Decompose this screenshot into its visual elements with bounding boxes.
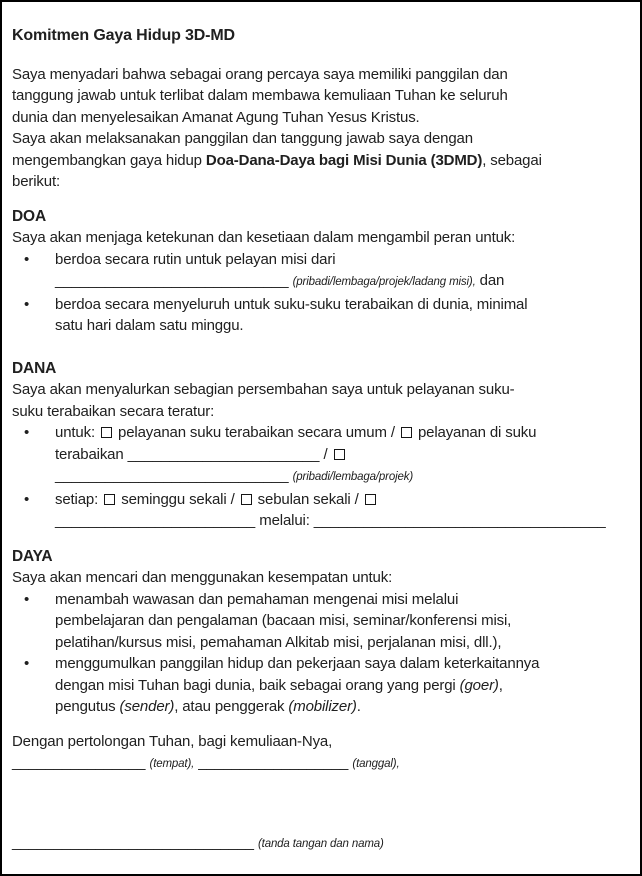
tempat-tanggal-line: [12, 752, 632, 776]
daya-heading: DAYA: [12, 547, 53, 565]
doa-bullet-1-line-1: berdoa secara rutin untuk pelayan misi dari: [55, 250, 336, 268]
checkbox-seminggu-sekali[interactable]: [104, 494, 115, 505]
intro-line-5: [12, 150, 632, 172]
note-tanggal: (tanggal),: [352, 758, 400, 770]
daya-bullet-1-line-1: menambah wawasan dan pemahaman mengenai misi melalui: [55, 590, 459, 608]
slash-separator: /: [230, 490, 235, 508]
italic-sender: (sender): [119, 698, 175, 715]
intro-line-1: Saya menyadari bahwa sebagai orang percaya saya memiliki panggilan dan: [12, 65, 508, 83]
dana-terabaikan-word: terabaikan: [55, 445, 124, 463]
doa-heading: DOA: [12, 207, 46, 225]
signature-line: [12, 832, 632, 856]
daya-bullet-2-line-2-text: dengan misi Tuhan bagi dunia, baik sebagai orang yang pergi: [55, 676, 460, 694]
daya-bullet-2-line-3-tail: .: [356, 698, 361, 715]
bullet-icon: •: [24, 295, 30, 313]
daya-bullet-2: [12, 653, 632, 718]
document-title: Komitmen Gaya Hidup 3D-MD: [12, 27, 235, 44]
slash-separator: /: [390, 424, 395, 441]
dana-bullet-2-line-2: [55, 510, 632, 532]
daya-bullet-2-line-1: menggumulkan panggilan hidup dan pekerjaan saya dalam keterkaitannya: [55, 655, 540, 672]
note-pribadi-lembaga-projek-ladang: (pribadi/lembaga/projek/ladang misi),: [292, 276, 476, 288]
daya-bullet-2-line-3-mid: , atau penggerak: [174, 698, 289, 715]
daya-section: [12, 546, 632, 718]
fill-in-blank-frekuensi-lain[interactable]: ________________________: [55, 512, 256, 529]
doa-lead: Saya akan menjaga ketekunan dan kesetiaan dalam mengambil peran untuk:: [12, 229, 516, 246]
dana-bullet-2: [12, 489, 632, 532]
daya-bullet-1-line-3: pelatihan/kursus misi, pemahaman Alkitab misi, perjalanan misi, dll.),: [55, 633, 502, 651]
checkbox-sebulan-sekali[interactable]: [241, 494, 252, 505]
dana-untuk-label: untuk:: [55, 424, 95, 441]
note-tempat: (tempat),: [149, 758, 195, 770]
intro-paragraph: [12, 64, 632, 193]
doa-bullet-1-line-2: [55, 270, 632, 294]
intro-line-4: Saya akan melaksanakan panggilan dan tanggung jawab saya dengan: [12, 130, 473, 147]
fill-in-blank-suku-name[interactable]: _______________________: [127, 445, 320, 463]
fill-in-blank-signature[interactable]: _____________________________: [12, 833, 254, 851]
checkbox-pelayanan-umum[interactable]: [101, 427, 112, 438]
doa-bullet-1-tail: dan: [479, 272, 505, 289]
dana-bullet-1-line-1: [55, 422, 632, 444]
intro-line-2: tanggung jawab untuk terlibat dalam membawa kemuliaan Tuhan ke seluruh: [12, 87, 508, 104]
intro-line-3: dunia dan menyelesaikan Amanat Agung Tuhan Yesus Kristus.: [12, 108, 420, 126]
closing-line: Dengan pertolongan Tuhan, bagi kemuliaan-Nya,: [12, 732, 333, 750]
dana-lead-line-2: suku terabaikan secara teratur:: [12, 402, 215, 420]
dana-setiap-label: setiap:: [55, 490, 99, 508]
bold-3dmd-phrase: Doa-Dana-Daya bagi Misi Dunia (3DMD): [205, 151, 483, 169]
daya-bullet-2-line-2-tail: ,: [498, 676, 503, 694]
doa-bullet-1: [12, 249, 632, 294]
checkbox-frekuensi-lain[interactable]: [365, 494, 376, 505]
daya-bullet-2-line-3: [55, 696, 632, 718]
dana-bullet-1-line-2: [55, 444, 632, 466]
daya-bullet-1: [12, 589, 632, 654]
dana-option-umum-label: pelayanan suku terabaikan secara umum: [118, 424, 387, 441]
doa-bullet-2: [12, 294, 632, 337]
bullet-icon: •: [24, 250, 30, 268]
dana-bullet-2-line-1: [55, 489, 632, 511]
intro-line-6: berikut:: [12, 173, 60, 190]
fill-in-blank-melalui[interactable]: ___________________________________: [313, 512, 606, 529]
bullet-icon: •: [24, 424, 30, 441]
fill-in-blank-pelayanan-lain[interactable]: ____________________________: [55, 467, 289, 484]
dana-heading: DANA: [12, 359, 57, 377]
slash-separator: /: [323, 445, 328, 463]
intro-line-5-tail: , sebagai: [482, 151, 542, 169]
bullet-icon: •: [24, 590, 30, 608]
fill-in-blank-tanggal[interactable]: __________________: [198, 754, 349, 771]
dana-option-sebulan-label: sebulan sekali: [257, 490, 351, 508]
note-tanda-tangan-dan-nama: (tanda tangan dan nama): [257, 837, 384, 850]
checkbox-pelayanan-lainnya[interactable]: [334, 449, 345, 460]
doa-bullet-2-line-2: satu hari dalam satu minggu.: [55, 317, 244, 334]
doa-section: [12, 206, 632, 337]
doa-bullet-2-line-1: berdoa secara menyeluruh untuk suku-suku terabaikan di dunia, minimal: [55, 295, 528, 313]
slash-separator: /: [354, 490, 359, 508]
closing-section: [12, 731, 632, 856]
daya-bullet-1-line-2: pembelajaran dan pengalaman (bacaan misi, seminar/konferensi misi,: [55, 612, 512, 629]
dana-melalui-label: melalui:: [259, 512, 310, 529]
fill-in-blank-tempat[interactable]: ________________: [12, 754, 146, 771]
dana-section: [12, 358, 632, 532]
note-pribadi-lembaga-projek: (pribadi/lembaga/projek): [292, 471, 414, 483]
intro-line-5-text: mengembangkan gaya hidup: [12, 151, 206, 169]
daya-bullet-2-line-2: [55, 675, 632, 697]
daya-lead: Saya akan mencari dan menggunakan kesempatan untuk:: [12, 569, 393, 586]
dana-bullet-1: [12, 422, 632, 489]
dana-bullet-1-line-3: [55, 465, 632, 489]
bullet-icon: •: [24, 655, 30, 672]
bullet-icon: •: [24, 490, 30, 508]
daya-bullet-2-line-3-text: pengutus: [55, 698, 120, 715]
dana-option-di-suku-label: pelayanan di suku: [417, 424, 537, 441]
italic-mobilizer: (mobilizer): [288, 698, 357, 715]
checkbox-pelayanan-di-suku[interactable]: [401, 427, 412, 438]
fill-in-blank-prayer-target[interactable]: ____________________________: [55, 272, 289, 289]
dana-option-seminggu-label: seminggu sekali: [121, 490, 227, 508]
dana-lead-line-1: Saya akan menyalurkan sebagian persembahan saya untuk pelayanan suku-: [12, 381, 515, 398]
italic-goer: (goer): [459, 676, 499, 694]
